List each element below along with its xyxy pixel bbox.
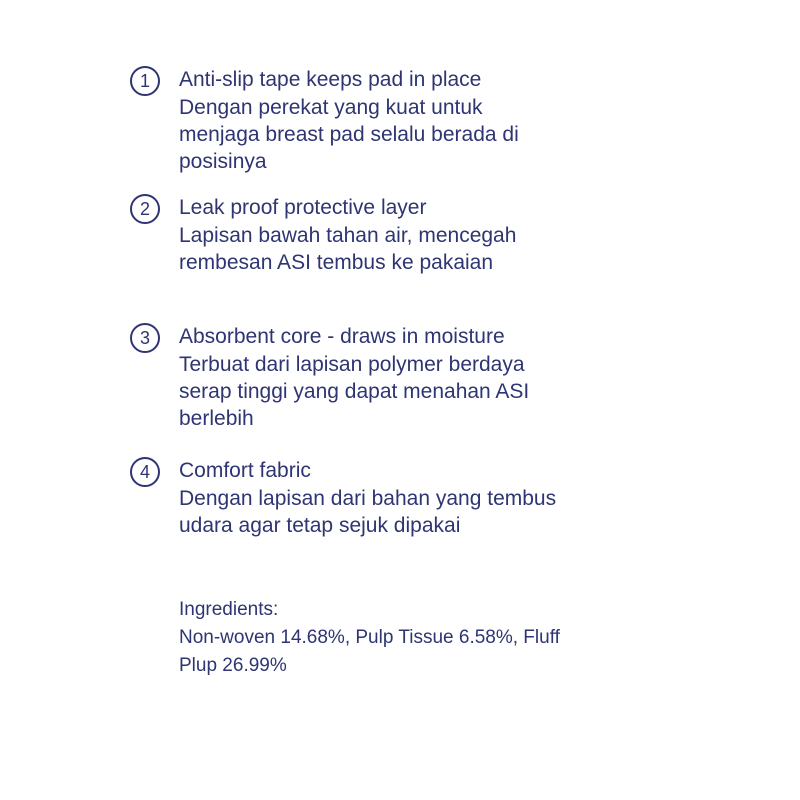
feature-description-3: Terbuat dari lapisan polymer berdaya serap tinggi yang dapat menahan ASI berlebih xyxy=(179,353,530,430)
number-badge-2: 2 xyxy=(130,194,160,224)
number-badge-3: 3 xyxy=(130,323,160,353)
feature-title-1: Anti-slip tape keeps pad in place xyxy=(179,68,482,91)
feature-title-2: Leak proof protective layer xyxy=(179,196,427,219)
ingredients-title: Ingredients: xyxy=(179,599,279,620)
feature-title-4: Comfort fabric xyxy=(179,459,311,482)
feature-title-3: Absorbent core - draws in moisture xyxy=(179,325,505,348)
ingredients-text: Non-woven 14.68%, Pulp Tissue 6.58%, Fluff Plup 26.99% xyxy=(179,627,560,676)
ingredients-section xyxy=(179,596,699,680)
number-badge-1: 1 xyxy=(130,66,160,96)
feature-description-2: Lapisan bawah tahan air, mencegah rembesan ASI tembus ke pakaian xyxy=(179,224,517,274)
number-badge-4: 4 xyxy=(130,457,160,487)
feature-description-4: Dengan lapisan dari bahan yang tembus udara agar tetap sejuk dipakai xyxy=(179,487,557,537)
feature-description-1: Dengan perekat yang kuat untuk menjaga breast pad selalu berada di posisinya xyxy=(179,96,519,173)
